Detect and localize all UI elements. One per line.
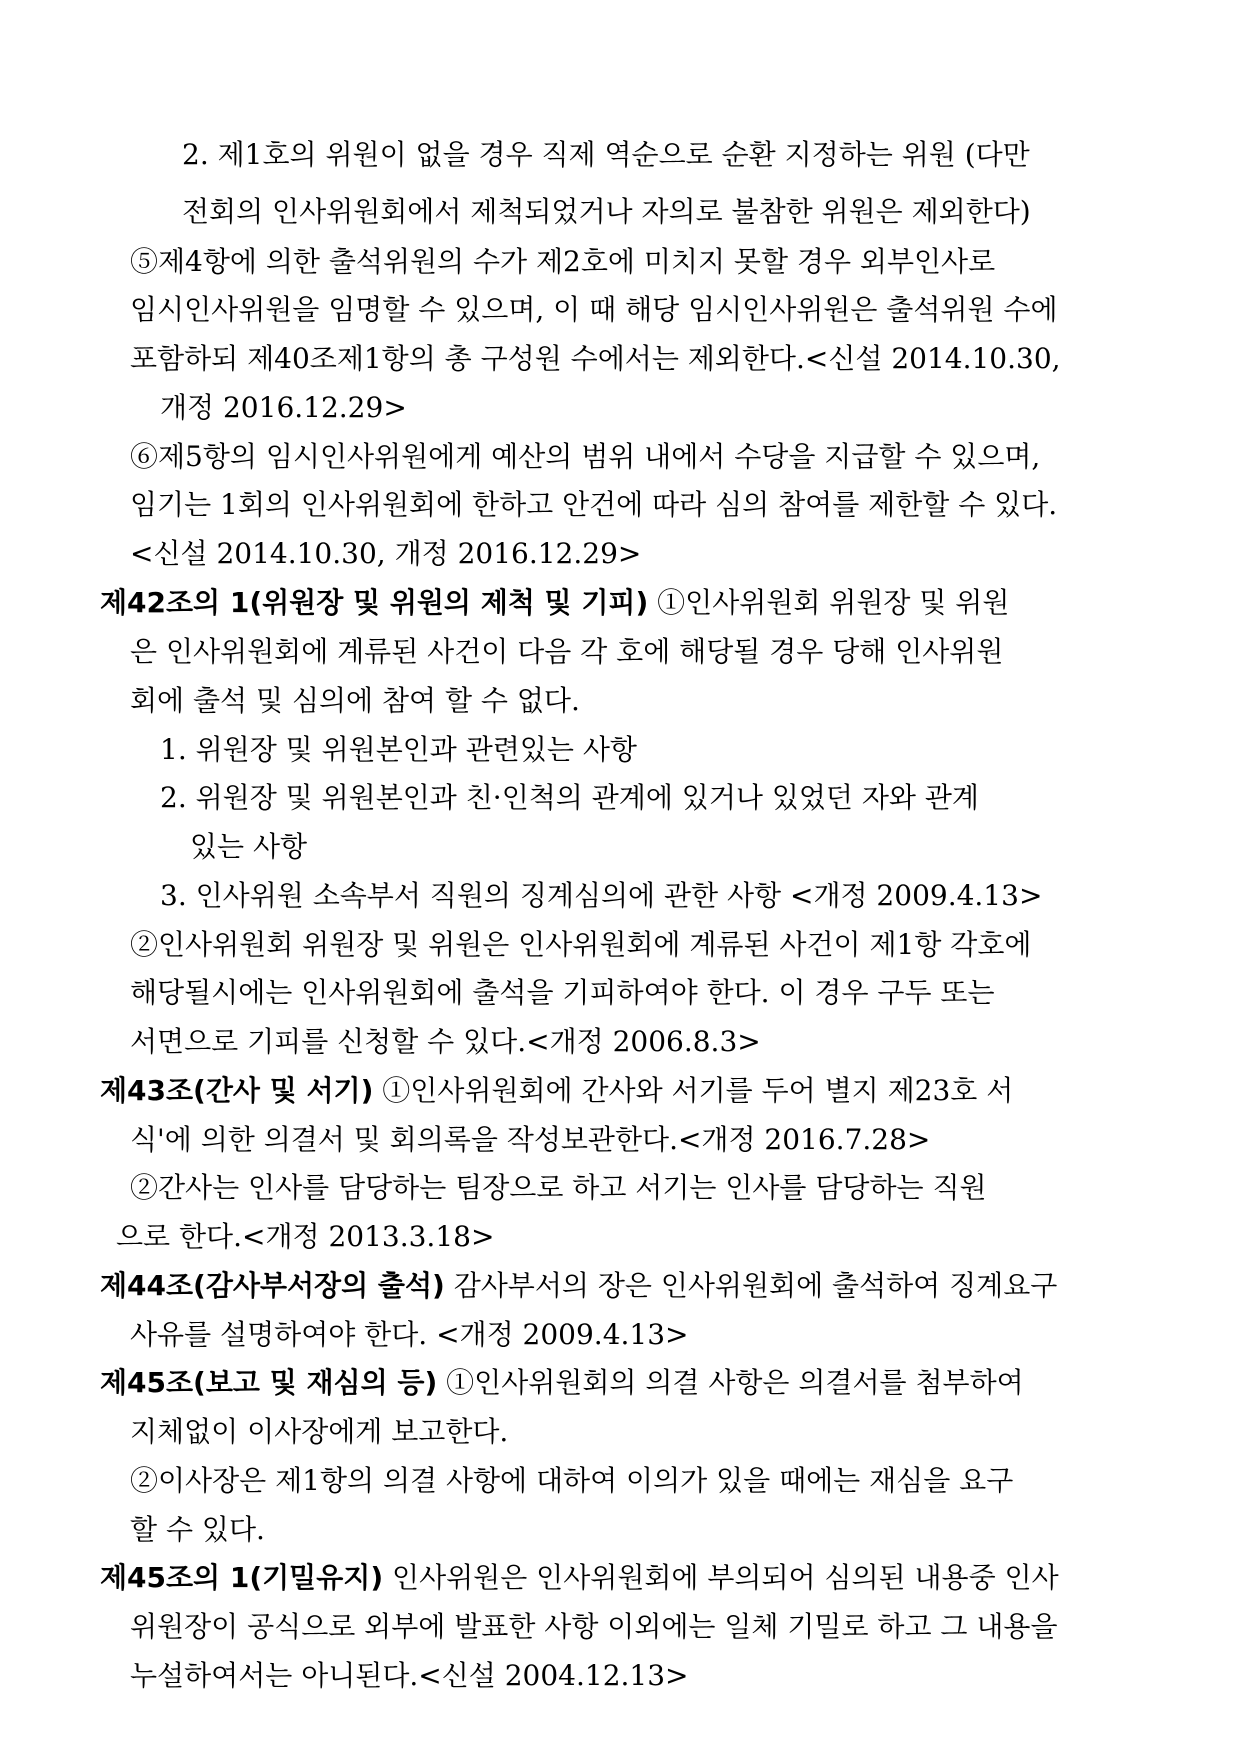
paragraph-5-amendment: 개정 2016.12.29> <box>160 391 407 424</box>
article-43-line-2: 식'에 의한 의결서 및 회의록을 작성보관한다.<개정 2016.7.28> <box>130 1123 931 1156</box>
paragraph-6-line-2: 임기는 1회의 인사위원회에 한하고 안건에 따라 심의 참여를 제한할 수 있다. <box>130 488 1058 521</box>
article-45-1-first-line <box>100 1558 1059 1598</box>
article-42-1-item-2: 2. 위원장 및 위원본인과 친·인척의 관계에 있거나 있었던 자와 관계 <box>160 781 979 814</box>
article-42-1-text: ①인사위원회 위원장 및 위원 <box>648 586 1010 619</box>
paragraph-6-line-1: ⑥제5항의 임시인사위원에게 예산의 범위 내에서 수당을 지급할 수 있으며, <box>130 440 1041 473</box>
article-45-first-line <box>100 1363 1024 1403</box>
article-43-paragraph-2-line-2: 으로 한다.<개정 2013.3.18> <box>116 1220 495 1253</box>
article-44-heading: 제44조(감사부서장의 출석) <box>100 1269 445 1302</box>
article-42-1-item-2-continuation: 있는 사항 <box>190 830 308 863</box>
article-45-paragraph-2-line-1: ②이사장은 제1항의 의결 사항에 대하여 이의가 있을 때에는 재심을 요구 <box>130 1464 1014 1497</box>
paragraph-5-line-2: 임시인사위원을 임명할 수 있으며, 이 때 해당 임시인사위원은 출석위원 수에 <box>130 293 1058 326</box>
article-45-text: ①인사위원회의 의결 사항은 의결서를 첨부하여 <box>437 1366 1024 1399</box>
article-43-first-line <box>100 1071 1013 1111</box>
paragraph-5-line-1: ⑤제4항에 의한 출석위원의 수가 제2호에 미치지 못할 경우 외부인사로 <box>130 245 996 278</box>
paragraph-6-amendment: <신설 2014.10.30, 개정 2016.12.29> <box>130 537 642 570</box>
article-45-1-line-2: 위원장이 공식으로 외부에 발표한 사항 이외에는 일체 기밀로 하고 그 내용을 <box>130 1610 1058 1643</box>
article-42-1-line-2: 은 인사위원회에 계류된 사건이 다음 각 호에 해당될 경우 당해 인사위원 <box>130 635 1004 668</box>
article-45-paragraph-2-line-2: 할 수 있다. <box>130 1513 265 1546</box>
article-45-line-2: 지체없이 이사장에게 보고한다. <box>130 1415 509 1448</box>
article-42-1-paragraph-2-line-1: ②인사위원회 위원장 및 위원은 인사위원회에 계류된 사건이 제1항 각호에 <box>130 928 1032 961</box>
article-42-1-heading: 제42조의 1(위원장 및 위원의 제척 및 기피) <box>100 586 649 619</box>
article-45-heading: 제45조(보고 및 재심의 등) <box>100 1366 438 1399</box>
article-44-first-line <box>100 1266 1057 1306</box>
article-42-1-first-line <box>100 583 1009 623</box>
article-42-1-item-1: 1. 위원장 및 위원본인과 관련있는 사항 <box>160 733 637 766</box>
item-2-line: 2. 제1호의 위원이 없을 경우 직제 역순으로 순환 지정하는 위원 (다만 <box>182 138 1030 171</box>
article-45-1-line-3: 누설하여서는 아니된다.<신설 2004.12.13> <box>130 1659 689 1692</box>
item-2-continuation: 전회의 인사위원회에서 제척되었거나 자의로 불참한 위원은 제외한다) <box>182 195 1031 228</box>
article-43-text: ①인사위원회에 간사와 서기를 두어 별지 제23호 서 <box>373 1074 1014 1107</box>
article-43-paragraph-2-line-1: ②간사는 인사를 담당하는 팀장으로 하고 서기는 인사를 담당하는 직원 <box>130 1171 987 1204</box>
article-42-1-paragraph-2-line-2: 해당될시에는 인사위원회에 출석을 기피하여야 한다. 이 경우 구두 또는 <box>130 976 995 1009</box>
article-42-1-line-3: 회에 출석 및 심의에 참여 할 수 없다. <box>130 684 580 717</box>
article-43-heading: 제43조(간사 및 서기) <box>100 1074 374 1107</box>
article-44-text: 감사부서의 장은 인사위원회에 출석하여 징계요구 <box>444 1269 1058 1302</box>
article-45-1-text: 인사위원은 인사위원회에 부의되어 심의된 내용중 인사 <box>383 1561 1059 1594</box>
article-44-line-2: 사유를 설명하여야 한다. <개정 2009.4.13> <box>130 1318 689 1351</box>
paragraph-5-line-3: 포함하되 제40조제1항의 총 구성원 수에서는 제외한다.<신설 2014.10.30, <box>130 342 1061 375</box>
article-42-1-paragraph-2-line-3: 서면으로 기피를 신청할 수 있다.<개정 2006.8.3> <box>130 1025 761 1058</box>
article-42-1-item-3: 3. 인사위원 소속부서 직원의 징계심의에 관한 사항 <개정 2009.4.13> <box>160 879 1043 912</box>
article-45-1-heading: 제45조의 1(기밀유지) <box>100 1561 384 1594</box>
